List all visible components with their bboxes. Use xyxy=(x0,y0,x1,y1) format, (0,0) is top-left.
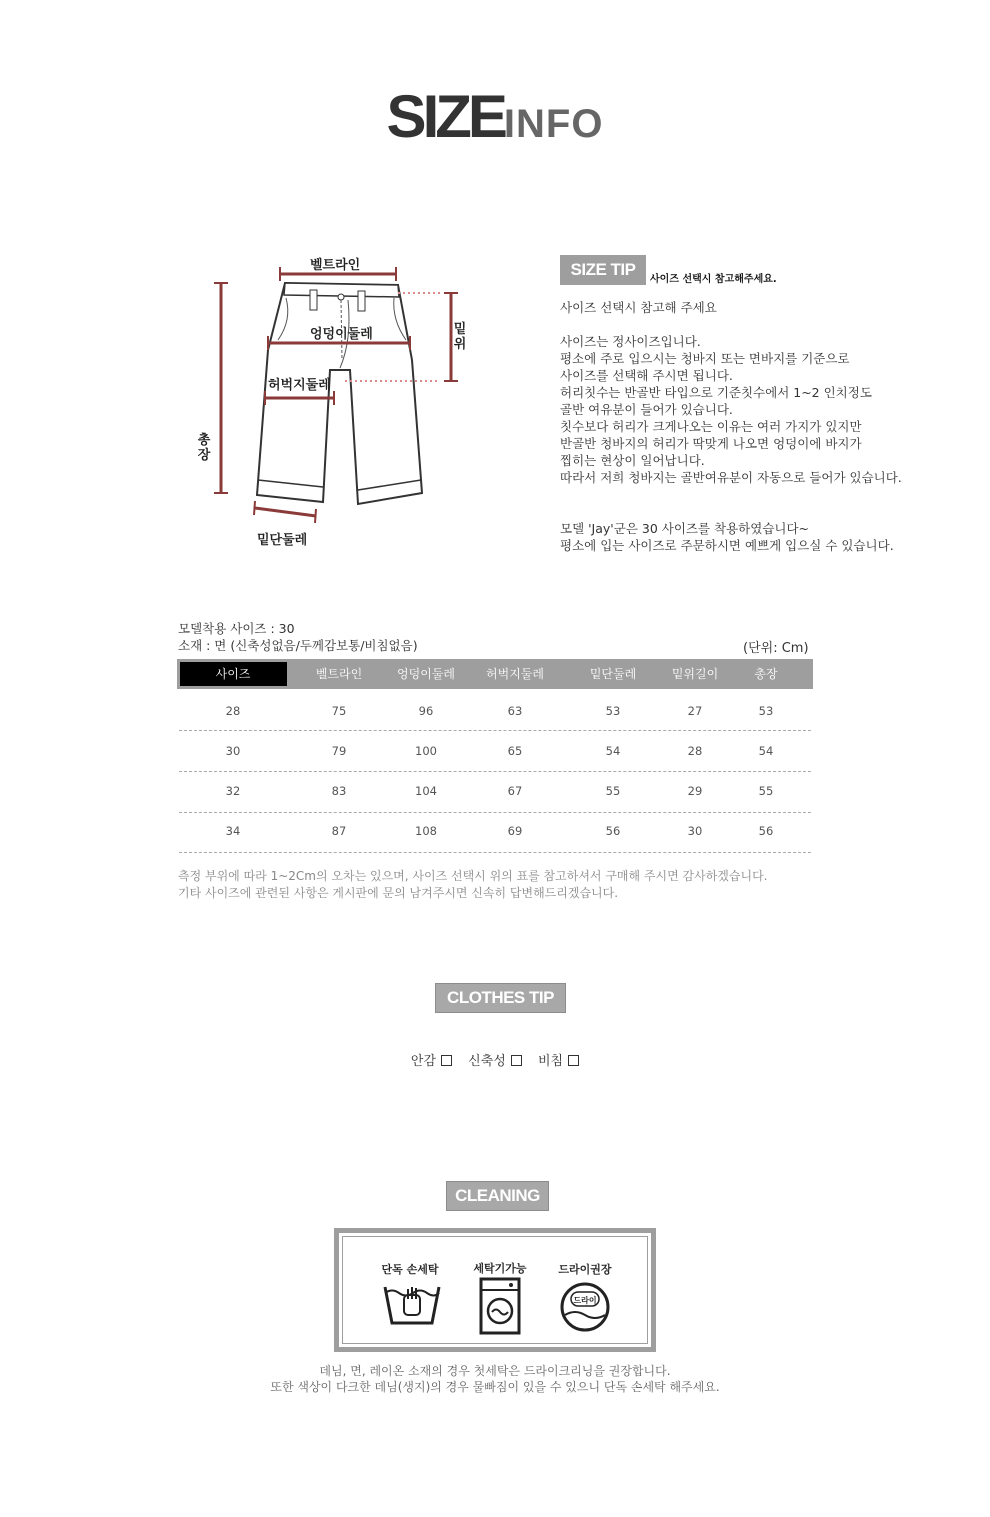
table-cell: 79 xyxy=(331,744,347,758)
header-cell: 허벅지둘레 xyxy=(486,667,544,681)
checkbox-see-through xyxy=(568,1055,579,1066)
table-cell: 32 xyxy=(225,784,241,798)
header-cell: 밑위길이 xyxy=(671,667,719,681)
table-cell: 96 xyxy=(418,704,434,718)
tip-line: 반골반 청바지의 허리가 딱맞게 나오면 엉덩이에 바지가 xyxy=(560,436,862,451)
option-see-through: 비침 xyxy=(538,1050,579,1069)
table-cell: 100 xyxy=(415,744,437,758)
size-table-header xyxy=(177,659,813,689)
row-divider xyxy=(179,852,811,853)
hand-wash-icon xyxy=(382,1279,442,1327)
table-cell: 55 xyxy=(605,784,621,798)
clothes-tip-options xyxy=(0,1050,990,1069)
cleaning-note: 또한 색상이 다크한 데님(생지)의 경우 물빠짐이 있을 수 있으니 단독 손세탁 해주세요. xyxy=(270,1380,720,1394)
row-divider xyxy=(179,812,811,813)
pants-diagram xyxy=(180,240,480,570)
cleaning-note: 데님, 면, 레이온 소재의 경우 첫세탁은 드라이크리닝을 권장합니다. xyxy=(319,1364,671,1378)
table-note: 측정 부위에 따라 1~2Cm의 오차는 있으며, 사이즈 선택시 위의 표를 참고하셔서 구매해 주시면 감사하겠습니다. xyxy=(178,869,768,883)
cleaning-label-machine: 세탁기가능 xyxy=(473,1262,527,1275)
table-cell: 54 xyxy=(758,744,774,758)
cleaning-label-hand: 단독 손세탁 xyxy=(381,1263,439,1276)
hem-label: 밑단둘레 xyxy=(257,533,308,548)
tip-line: 사이즈 선택시 참고해 주세요 xyxy=(560,300,717,315)
table-cell: 87 xyxy=(331,824,347,838)
table-cell: 28 xyxy=(687,744,703,758)
table-note: 기타 사이즈에 관련된 사항은 게시판에 문의 남겨주시면 신속히 답변해드리겠습니다. xyxy=(178,886,619,900)
table-cell: 75 xyxy=(331,704,347,718)
table-cell: 108 xyxy=(415,824,437,838)
table-cell: 53 xyxy=(605,704,621,718)
dry-clean-icon xyxy=(558,1280,612,1334)
tip-line: 찝히는 현상이 일어납니다. xyxy=(560,453,705,468)
clothes-tip-badge: CLOTHES TIP xyxy=(435,983,566,1013)
cleaning-label-dry: 드라이권장 xyxy=(558,1263,612,1276)
header-cell: 총장 xyxy=(754,667,778,681)
table-cell: 56 xyxy=(605,824,621,838)
tip-line: 모델 'Jay'군은 30 사이즈를 착용하였습니다~ xyxy=(560,521,810,536)
table-cell: 67 xyxy=(507,784,523,798)
size-tip-badge: SIZE TIP xyxy=(560,255,646,285)
tip-line: 허리칫수는 반골반 타입으로 기준칫수에서 1~2 인치정도 xyxy=(560,385,872,400)
cleaning-badge: CLEANING xyxy=(446,1181,549,1211)
rise-label: 밑 위 xyxy=(453,322,467,352)
header-cell: 엉덩이둘레 xyxy=(397,667,455,681)
option-lining: 안감 xyxy=(411,1050,452,1069)
size-info-title xyxy=(0,82,990,151)
tip-line: 사이즈는 정사이즈입니다. xyxy=(560,334,701,349)
hip-label: 엉덩이둘레 xyxy=(310,327,373,342)
table-cell: 69 xyxy=(507,824,523,838)
table-cell: 104 xyxy=(415,784,437,798)
title-size: SIZE xyxy=(386,83,504,150)
cleaning-box xyxy=(334,1228,656,1352)
tip-line: 평소에 주로 입으시는 청바지 또는 면바지를 기준으로 xyxy=(560,351,850,366)
size-tip-note: 사이즈 선택시 참고해주세요. xyxy=(650,274,777,285)
table-cell: 30 xyxy=(225,744,241,758)
tip-line: 칫수보다 허리가 크게나오는 이유는 여러 가지가 있지만 xyxy=(560,419,862,434)
table-cell: 28 xyxy=(225,704,241,718)
washing-machine-icon xyxy=(479,1277,521,1335)
model-size: 모델착용 사이즈 : 30 xyxy=(178,621,295,636)
tip-line: 평소에 입는 사이즈로 주문하시면 예쁘게 입으실 수 있습니다. xyxy=(560,538,894,553)
table-cell: 83 xyxy=(331,784,347,798)
table-cell: 56 xyxy=(758,824,774,838)
length-label: 총 장 xyxy=(197,433,211,463)
pants-illustration xyxy=(180,240,480,570)
row-divider xyxy=(179,730,811,731)
table-cell: 53 xyxy=(758,704,774,718)
table-cell: 63 xyxy=(507,704,523,718)
tip-line: 골반 여유분이 들어가 있습니다. xyxy=(560,402,733,417)
belt-label: 벨트라인 xyxy=(310,258,361,273)
thigh-label: 허벅지둘레 xyxy=(268,378,331,393)
tip-line: 사이즈를 선택해 주시면 됩니다. xyxy=(560,368,733,383)
table-cell: 30 xyxy=(687,824,703,838)
table-cell: 54 xyxy=(605,744,621,758)
header-cell: 밑단둘레 xyxy=(589,667,637,681)
header-cell: 사이즈 xyxy=(215,667,251,681)
table-cell: 65 xyxy=(507,744,523,758)
table-cell: 34 xyxy=(225,824,241,838)
dry-icon-text: 드라이 xyxy=(573,1296,597,1305)
table-cell: 29 xyxy=(687,784,703,798)
row-divider xyxy=(179,771,811,772)
header-cell: 벨트라인 xyxy=(315,667,363,681)
table-cell: 27 xyxy=(687,704,703,718)
checkbox-lining xyxy=(441,1055,452,1066)
tip-line: 따라서 저희 청바지는 골반여유분이 자동으로 들어가 있습니다. xyxy=(560,470,902,485)
unit-label: (단위: Cm) xyxy=(743,641,809,656)
option-stretch: 신축성 xyxy=(468,1050,522,1069)
checkbox-stretch xyxy=(511,1055,522,1066)
table-cell: 55 xyxy=(758,784,774,798)
material: 소재 : 면 (신축성없음/두께감보통/비침없음) xyxy=(178,638,418,653)
title-info: INFO xyxy=(503,102,604,146)
